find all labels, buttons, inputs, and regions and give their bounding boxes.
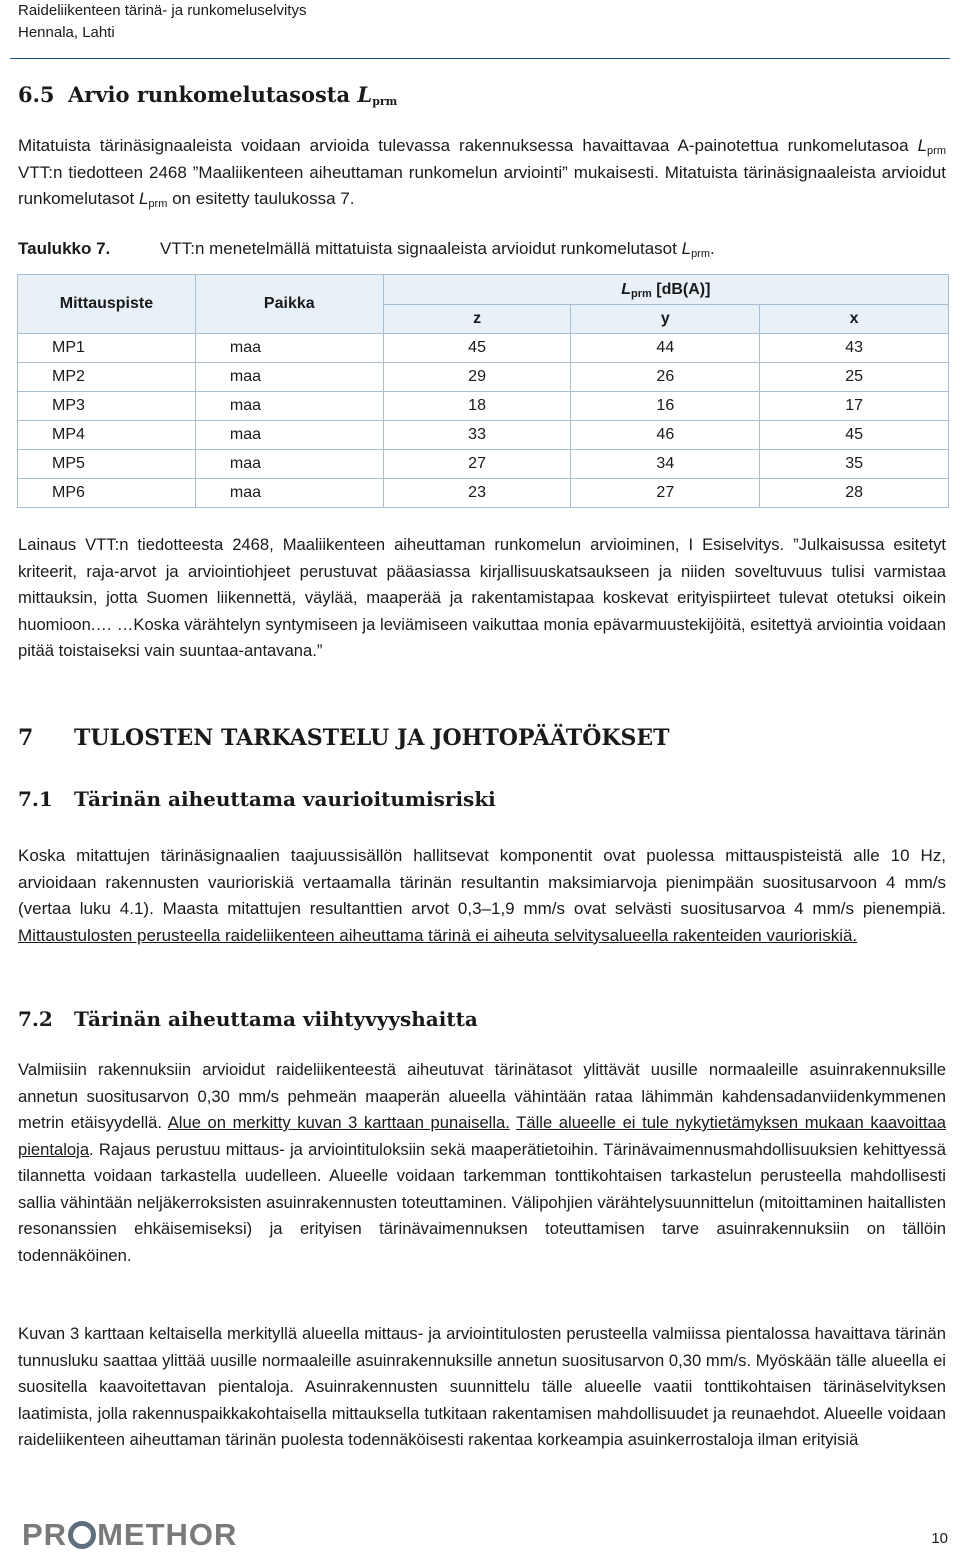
cell-x: 17 (760, 392, 949, 421)
cell-place: maa (195, 392, 383, 421)
table-row (18, 334, 949, 363)
cell-x: 28 (760, 479, 949, 508)
header-lprm-group (383, 275, 948, 305)
cell-y: 27 (571, 479, 760, 508)
promethor-logo (22, 1517, 237, 1553)
conclusion-underlined: Mittaustulosten perusteella raideliikenteen aiheuttama tärinä ei aiheuta selvitysalueella rakenteiden vaurioriskiä. (18, 925, 858, 945)
table-row (18, 363, 949, 392)
cell-z: 18 (383, 392, 571, 421)
page-number: 10 (931, 1530, 948, 1547)
table-row (18, 450, 949, 479)
underlined-text: Alue on merkitty kuvan 3 karttaan punaisella. (167, 1113, 510, 1132)
section-number: 7 (18, 725, 34, 751)
table-row (18, 479, 949, 508)
header-axis-z: z (383, 305, 571, 334)
results-table (17, 274, 949, 508)
header-divider (10, 58, 950, 59)
running-header (18, 0, 306, 44)
cell-y: 46 (571, 421, 760, 450)
logo-text-right: METHOR (97, 1517, 238, 1552)
logo-ring-icon (68, 1521, 96, 1549)
text-run: . Rajaus perustuu mittaus- ja arviointituloksiin sekä maaperätietoihin. Tärinävaimennusmahdollisuuksien kehittyessä tilannetta voidaan tarkastella uudelleen. Alueelle voidaan tarkemman tonttikohtaisen tarkastelun perusteella mahdollisesti sallia vähintään neljäkerroksisten asuinrakennusten toteuttaminen. Välipohjien värähtelysuunnittelun (mitoittaminen haitallisten resonanssien ehkäisemiseksi) ja erityisen tärinävaimennuksen toteuttamisen tarve asuinrakennuksiin on tällöin todennäköinen. (18, 1139, 946, 1265)
header-axis-y: y (571, 305, 760, 334)
symbol: L (917, 136, 928, 155)
section-7-2-heading (18, 1007, 478, 1031)
section-7-1-paragraph (18, 843, 946, 949)
cell-point: MP3 (18, 392, 196, 421)
section-6-5-paragraph (18, 133, 946, 213)
cell-y: 44 (571, 334, 760, 363)
subscript: prm (927, 145, 946, 157)
cell-x: 35 (760, 450, 949, 479)
unit: [dB(A)] (651, 280, 711, 298)
cell-z: 27 (383, 450, 571, 479)
cell-y: 16 (571, 392, 760, 421)
cell-x: 43 (760, 334, 949, 363)
subscript: prm (631, 287, 652, 300)
symbol: L (138, 189, 149, 208)
cell-point: MP1 (18, 334, 196, 363)
header-measurement-point: Mittauspiste (18, 275, 196, 334)
section-7-heading (18, 725, 670, 751)
logo-text-left: PR (22, 1517, 68, 1552)
cell-point: MP6 (18, 479, 196, 508)
section-number: 6.5 (18, 82, 55, 107)
cell-place: maa (195, 479, 383, 508)
symbol: L (621, 280, 632, 298)
cell-y: 26 (571, 363, 760, 392)
section-number: 7.2 (18, 1007, 53, 1031)
cell-place: maa (195, 421, 383, 450)
cell-place: maa (195, 450, 383, 479)
vtt-quote: Lainaus VTT:n tiedotteesta 2468, Maaliikenteen aiheuttaman runkomelun arvioiminen, I Esiselvitys. ”Julkaisussa esitetyt kriteerit, raja-arvot ja arviointiohjeet perustuvat pääasiassa kirjallisuuskatsaukseen ja niiden soveltuvuus tulisi varmistaa mittauksin, jotta Suomen liikennettä, väylää, maaperää ja rakentamistapaa koskevat erityispiirteet tulevat otetuksi oikein huomioon.… …Koska värähtelyn syntymiseen ja leviämiseen vaikuttaa monia epävarmuustekijöitä, esitettyä arviointia voidaan pitää toistaiseksi vain suuntaa-antavana.” (18, 535, 946, 660)
table-caption (18, 236, 715, 262)
cell-y: 34 (571, 450, 760, 479)
underlined-text: Tälle alueelle ei tule nykytietämyksen mukaan kaavoittaa pientaloja (18, 1113, 946, 1159)
text-run: VTT:n tiedotteen 2468 ”Maaliikenteen aiheuttaman runkomelun arviointi” mukaisesti. Mitatuista tärinäsignaaleista arvioidut runkomelutasot (18, 162, 946, 208)
caption-label: Taulukko 7. (18, 239, 111, 258)
title-symbol: L (357, 82, 373, 107)
section-7-2-paragraph-2: Kuvan 3 karttaan keltaisella merkityllä alueella mittaus- ja arviointitulosten perusteella valmiissa pientalossa havaittava tärinän tunnusluku saattaa ylittää uusille normaaleille asuinrakennuksille annetun suositusarvon 0,30 mm/s. Myöskään tälle alueella ei suositella kaavoitettavan pientaloja. Asuinrakennusten suunnittelu tälle alueelle vaatii tonttikohtaisen tärinäselvityksen laatimista, jolla rakennuspaikkakohtaisella mittauksella tutkitaan rakentamisen mahdollisuudet ja reunaehdot. Alueelle voidaan raideliikenteen aiheuttaman tärinän puolesta todennäköisesti rakentaa korkeampia asuinkerrostaloja ilman erityisiä (18, 1324, 946, 1449)
section-6-5-heading (18, 82, 397, 107)
cell-z: 29 (383, 363, 571, 392)
document-title: Raideliikenteen tärinä- ja runkomeluselvitys (18, 2, 307, 19)
cell-point: MP2 (18, 363, 196, 392)
section-title: TULOSTEN TARKASTELU JA JOHTOPÄÄTÖKSET (74, 725, 670, 751)
text-run: Valmiisiin rakennuksiin arvioidut raideliikenteestä aiheutuvat tärinätasot ylittävät uusille normaaleille asuinrakennuksille annetun suositusarvon 0,30 mm/s pehmeän maaperän alueella vähintään rataa lähimmän kahdensadanviidenkymmenen metrin etäisyydellä. (18, 1060, 946, 1132)
cell-z: 45 (383, 334, 571, 363)
text-run: Koska mitattujen tärinäsignaalien taajuussisällön hallitsevat komponentit ovat puolessa mittauspisteistä alle 10 Hz, arvioidaan rakennusten vaurioriskiä vertaamalla tärinän resultantin maksimiarvoja pienimpään suositusarvoon 4 mm/s (vertaa luku 4.1). Maasta mitattujen resultanttien arvot 0,3–1,9 mm/s ovat selvästi suositusarvoa 4 mm/s pienempiä. (18, 846, 946, 918)
document-location: Hennala, Lahti (18, 24, 115, 41)
table-row (18, 421, 949, 450)
section-title: Arvio runkomelutasosta (68, 82, 358, 107)
cell-x: 25 (760, 363, 949, 392)
cell-z: 23 (383, 479, 571, 508)
table-header-row (18, 275, 949, 305)
text-run: Mitatuista tärinäsignaaleista voidaan arvioida tulevassa rakennuksessa havaittavaa A-painotettua runkomelutasoa (18, 136, 918, 155)
text-run: on esitetty taulukossa 7. (167, 189, 355, 208)
cell-point: MP4 (18, 421, 196, 450)
section-7-1-heading (18, 787, 496, 811)
section-title: Tärinän aiheuttama vaurioitumisriski (74, 787, 496, 811)
subscript: prm (691, 248, 711, 260)
cell-x: 45 (760, 421, 949, 450)
cell-z: 33 (383, 421, 571, 450)
cell-place: maa (195, 334, 383, 363)
cell-place: maa (195, 363, 383, 392)
section-title: Tärinän aiheuttama viihtyvyyshaitta (74, 1007, 478, 1031)
section-number: 7.1 (18, 787, 53, 811)
caption-end: . (710, 239, 715, 258)
title-subscript: prm (372, 95, 398, 108)
symbol: L (681, 239, 692, 258)
caption-text: VTT:n menetelmällä mittatuista signaaleista arvioidut runkomelutasot (160, 239, 682, 258)
table-row (18, 392, 949, 421)
section-7-2-paragraph-1 (18, 1057, 946, 1269)
cell-point: MP5 (18, 450, 196, 479)
header-axis-x: x (760, 305, 949, 334)
header-location: Paikka (195, 275, 383, 334)
subscript: prm (148, 198, 168, 210)
